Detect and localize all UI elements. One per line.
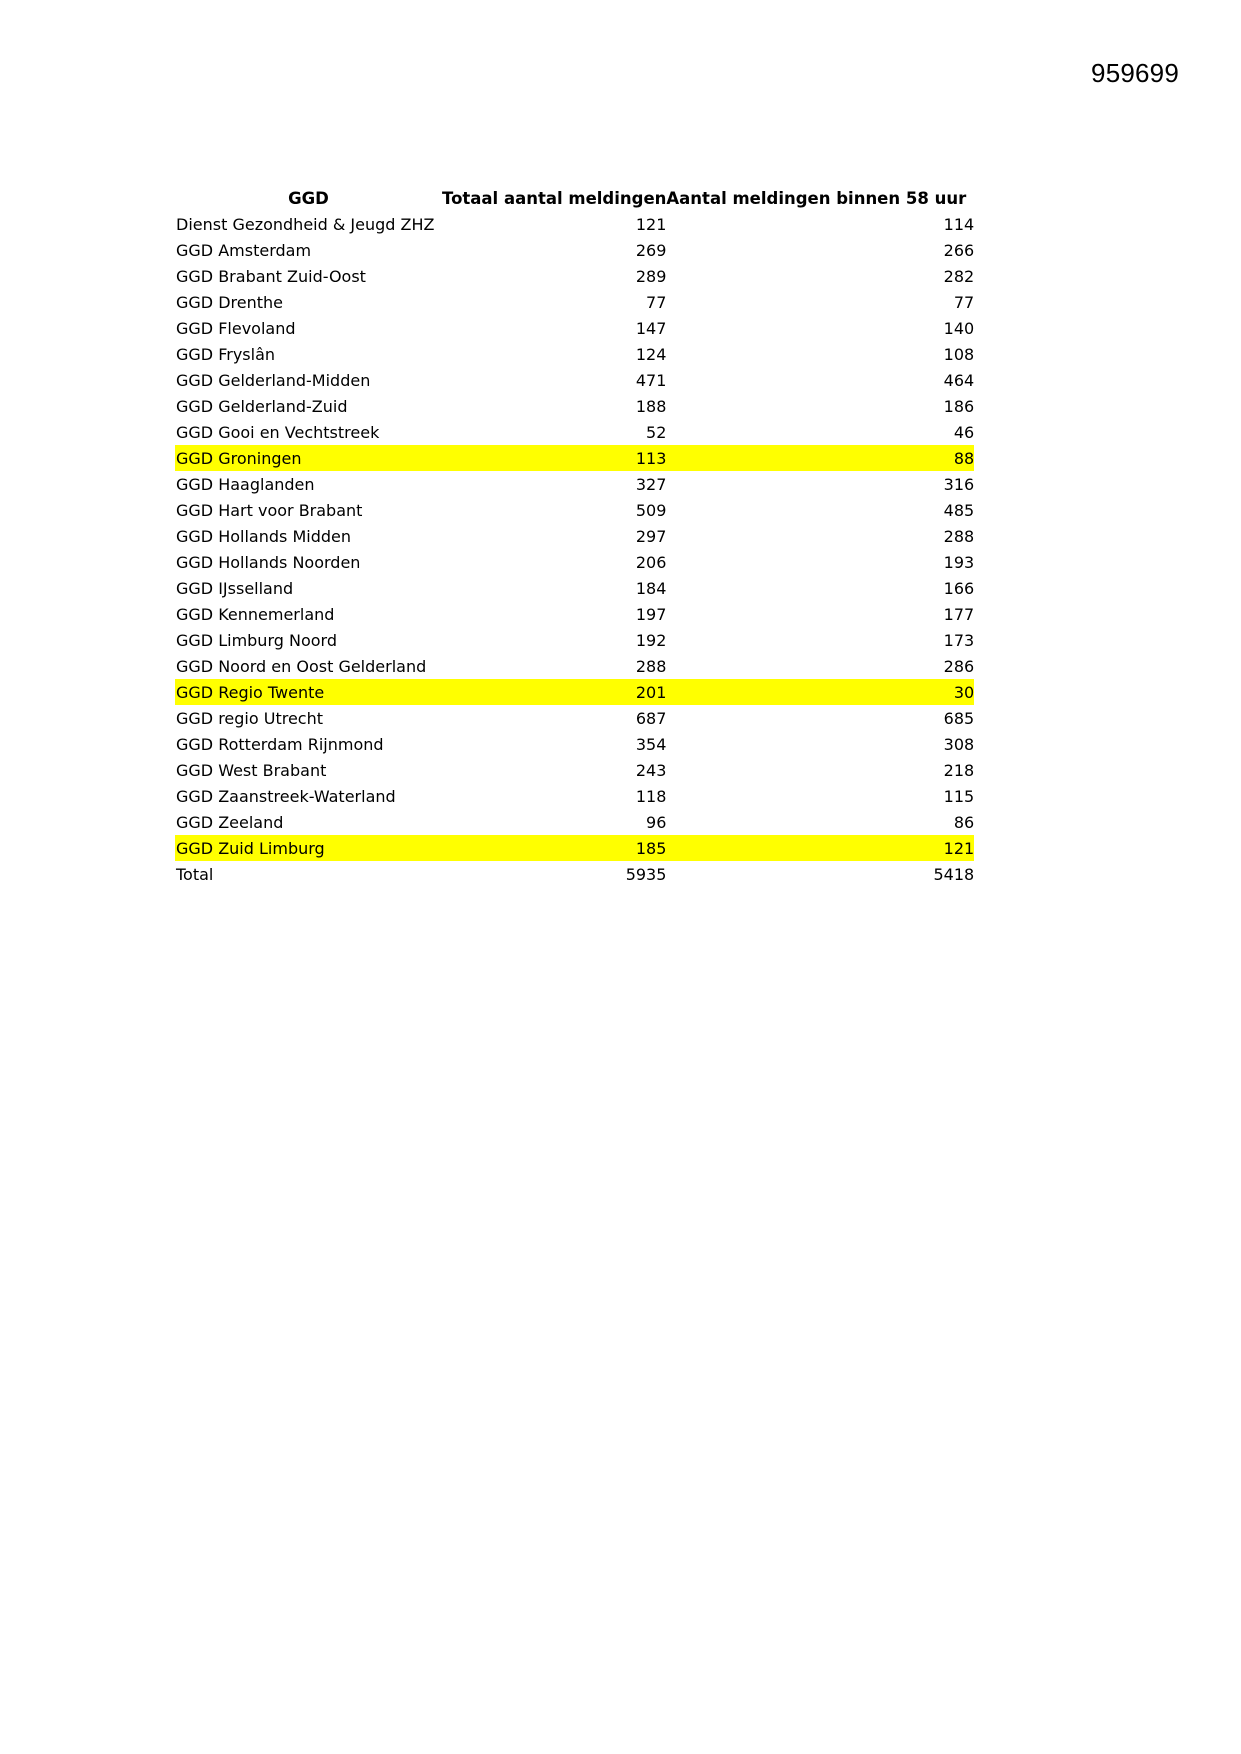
table-row <box>175 705 974 731</box>
within-cell: 166 <box>943 578 975 598</box>
table-row <box>175 367 974 393</box>
total-cell: 687 <box>635 708 667 728</box>
total-cell: 121 <box>635 214 667 234</box>
ggd-name-cell: GGD Limburg Noord <box>176 630 337 650</box>
total-cell: 192 <box>635 630 667 650</box>
within-cell: 193 <box>943 552 975 572</box>
within-cell: 30 <box>666 679 974 705</box>
within-cell: 266 <box>943 240 975 260</box>
table-row <box>175 835 974 861</box>
total-cell: 201 <box>442 679 666 705</box>
table-row <box>175 263 974 289</box>
total-cell: 96 <box>646 812 667 832</box>
within-cell: 173 <box>943 630 975 650</box>
total-cell: 124 <box>635 344 667 364</box>
ggd-name-cell: GGD Brabant Zuid-Oost <box>176 266 366 286</box>
table-row <box>175 653 974 679</box>
table-row <box>175 731 974 757</box>
table-row <box>175 445 974 471</box>
total-cell: 184 <box>635 578 667 598</box>
within-cell: 140 <box>943 318 975 338</box>
ggd-table <box>175 185 974 887</box>
ggd-table-container <box>175 185 974 887</box>
ggd-name-cell: GGD Amsterdam <box>176 240 312 260</box>
within-cell: 218 <box>943 760 975 780</box>
ggd-name-cell: GGD Gooi en Vechtstreek <box>176 422 380 442</box>
ggd-name-cell: GGD West Brabant <box>176 760 327 780</box>
total-cell: 471 <box>635 370 667 390</box>
header-total: Totaal aantal meldingen <box>442 188 667 208</box>
total-cell: 147 <box>635 318 667 338</box>
within-sum: 5418 <box>933 864 975 884</box>
total-cell: 243 <box>635 760 667 780</box>
within-cell: 121 <box>666 835 974 861</box>
within-cell: 114 <box>943 214 975 234</box>
header-ggd: GGD <box>288 188 329 208</box>
within-cell: 86 <box>953 812 975 832</box>
table-row <box>175 523 974 549</box>
ggd-name-cell: GGD IJsselland <box>176 578 294 598</box>
table-row <box>175 809 974 835</box>
ggd-name-cell: GGD Gelderland-Midden <box>176 370 371 390</box>
table-row <box>175 237 974 263</box>
ggd-name-cell: GGD Hollands Noorden <box>176 552 361 572</box>
within-cell: 288 <box>943 526 975 546</box>
within-cell: 282 <box>943 266 975 286</box>
within-cell: 186 <box>943 396 975 416</box>
within-cell: 115 <box>943 786 975 806</box>
within-cell: 286 <box>943 656 975 676</box>
total-cell: 354 <box>635 734 667 754</box>
within-cell: 77 <box>953 292 975 312</box>
table-row <box>175 211 974 237</box>
table-row <box>175 627 974 653</box>
table-row <box>175 289 974 315</box>
within-cell: 485 <box>943 500 975 520</box>
total-cell: 118 <box>635 786 667 806</box>
total-label: Total <box>176 864 214 884</box>
ggd-name-cell: GGD Zuid Limburg <box>175 835 442 861</box>
table-header-row <box>175 185 974 211</box>
within-cell: 464 <box>943 370 975 390</box>
within-cell: 685 <box>943 708 975 728</box>
total-cell: 77 <box>646 292 667 312</box>
ggd-name-cell: GGD Regio Twente <box>175 679 442 705</box>
ggd-name-cell: GGD Zaanstreek-Waterland <box>176 786 396 806</box>
within-cell: 46 <box>953 422 975 442</box>
ggd-name-cell: GGD Zeeland <box>176 812 284 832</box>
total-cell: 52 <box>646 422 667 442</box>
total-cell: 113 <box>442 445 666 471</box>
ggd-name-cell: GGD Drenthe <box>176 292 283 312</box>
table-row <box>175 549 974 575</box>
table-total-row <box>175 861 974 887</box>
ggd-name-cell: GGD Gelderland-Zuid <box>176 396 348 416</box>
total-cell: 297 <box>635 526 667 546</box>
total-cell: 269 <box>635 240 667 260</box>
table-row <box>175 315 974 341</box>
table-row <box>175 679 974 705</box>
ggd-name-cell: GGD Rotterdam Rijnmond <box>176 734 384 754</box>
ggd-name-cell: Dienst Gezondheid & Jeugd ZHZ <box>176 214 435 234</box>
ggd-name-cell: GGD Haaglanden <box>176 474 315 494</box>
ggd-name-cell: GGD regio Utrecht <box>176 708 324 728</box>
total-cell: 289 <box>635 266 667 286</box>
table-row <box>175 575 974 601</box>
ggd-name-cell: GGD Groningen <box>175 445 442 471</box>
within-cell: 308 <box>943 734 975 754</box>
ggd-name-cell: GGD Noord en Oost Gelderland <box>176 656 427 676</box>
ggd-name-cell: GGD Kennemerland <box>176 604 335 624</box>
total-sum: 5935 <box>625 864 667 884</box>
total-cell: 327 <box>635 474 667 494</box>
table-row <box>175 601 974 627</box>
table-row <box>175 757 974 783</box>
ggd-name-cell: GGD Hollands Midden <box>176 526 351 546</box>
within-cell: 177 <box>943 604 975 624</box>
header-within: Aantal meldingen binnen 58 uur <box>666 188 967 208</box>
total-cell: 288 <box>635 656 667 676</box>
total-cell: 509 <box>635 500 667 520</box>
table-row <box>175 419 974 445</box>
within-cell: 316 <box>943 474 975 494</box>
table-row <box>175 471 974 497</box>
total-cell: 185 <box>442 835 666 861</box>
table-row <box>175 393 974 419</box>
document-number: 959699 <box>1091 58 1179 88</box>
table-row <box>175 341 974 367</box>
total-cell: 197 <box>635 604 667 624</box>
table-row <box>175 783 974 809</box>
ggd-name-cell: GGD Flevoland <box>176 318 296 338</box>
ggd-name-cell: GGD Hart voor Brabant <box>176 500 363 520</box>
table-body <box>175 211 974 861</box>
within-cell: 108 <box>943 344 975 364</box>
table-row <box>175 497 974 523</box>
ggd-name-cell: GGD Fryslân <box>176 344 276 364</box>
within-cell: 88 <box>666 445 974 471</box>
total-cell: 188 <box>635 396 667 416</box>
total-cell: 206 <box>635 552 667 572</box>
